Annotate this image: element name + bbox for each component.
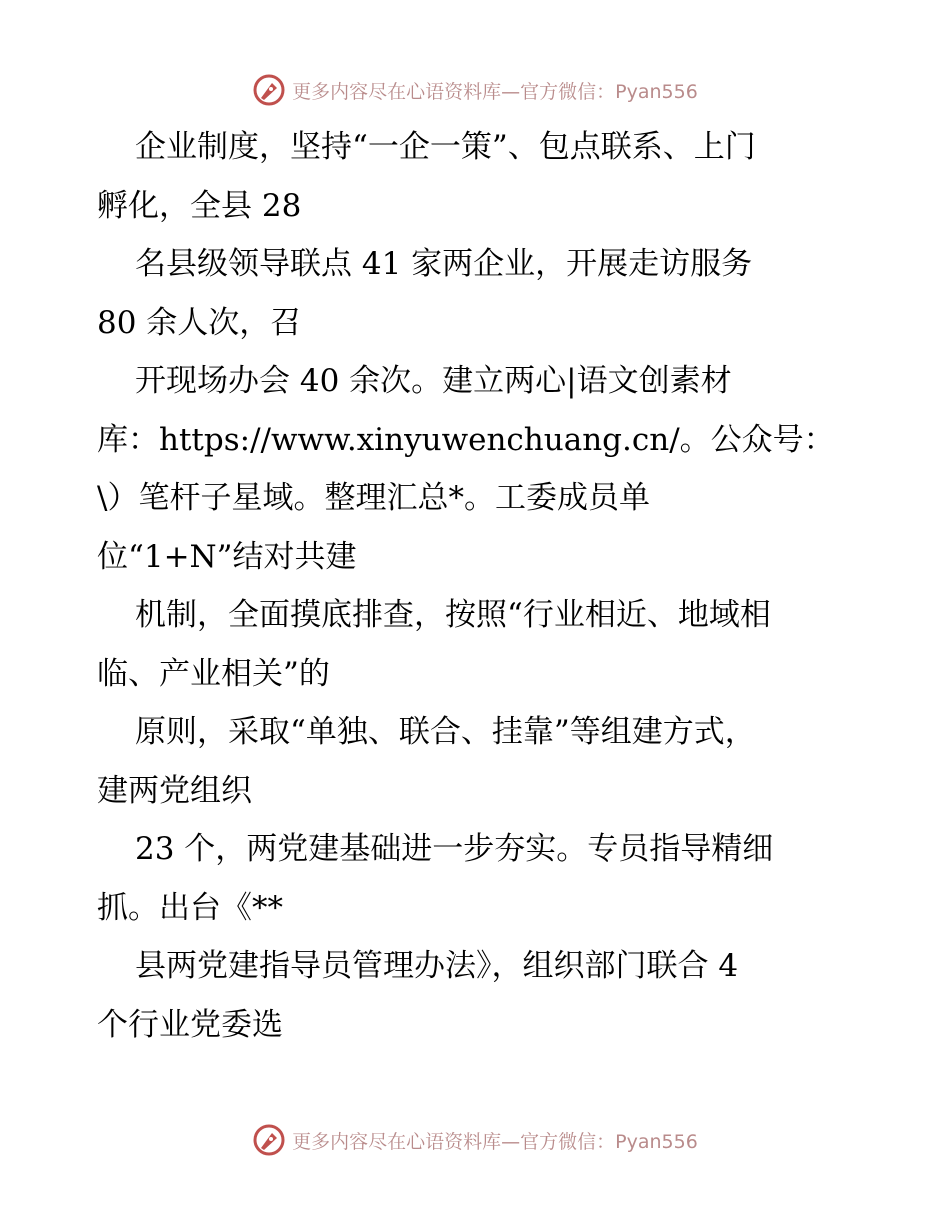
pen-nib-logo-icon [252, 73, 286, 107]
header-watermark [0, 70, 950, 110]
header-watermark-text: 更多内容尽在心语资料库—官方微信：Pyan556 [292, 80, 698, 103]
paragraph-line: 企业制度，坚持“一企一策”、包点联系、上门 [135, 129, 756, 165]
paragraph-line: 临、产业相关”的 [97, 655, 330, 692]
footer-watermark [0, 1120, 950, 1160]
document-body [97, 118, 867, 1054]
paragraph-line: 原则，采取“单独、联合、挂靠”等组建方式， [135, 714, 756, 750]
paragraph-line: 开现场办会 40 余次。建立两心|语文创素材 [135, 363, 732, 399]
paragraph-line: 库：https://www.xinyuwenchuang.cn/。公众号： [97, 421, 835, 458]
paragraph-line: 机制，全面摸底排查，按照“行业相近、地域相 [135, 597, 771, 633]
pen-nib-logo-icon [252, 1123, 286, 1157]
paragraph-line: 名县级领导联点 41 家两企业，开展走访服务 [135, 246, 753, 282]
paragraph-line: 孵化，全县 28 [97, 187, 302, 224]
paragraph-line: 个行业党委选 [97, 1006, 283, 1043]
paragraph-line: 位“1+N”结对共建 [97, 538, 357, 575]
paragraph-line: 23 个，两党建基础进一步夯实。专员指导精细 [135, 831, 774, 867]
paragraph-line: 县两党建指导员管理办法》，组织部门联合 4 [135, 948, 739, 984]
paragraph-line: 抓。出台《** [97, 889, 283, 926]
paragraph-line: 80 余人次，召 [97, 304, 302, 341]
paragraph-line: \）笔杆子星域。整理汇总*。工委成员单 [97, 480, 650, 516]
paragraph-line: 建两党组织 [97, 772, 252, 809]
footer-watermark-text: 更多内容尽在心语资料库—官方微信：Pyan556 [292, 1130, 698, 1153]
